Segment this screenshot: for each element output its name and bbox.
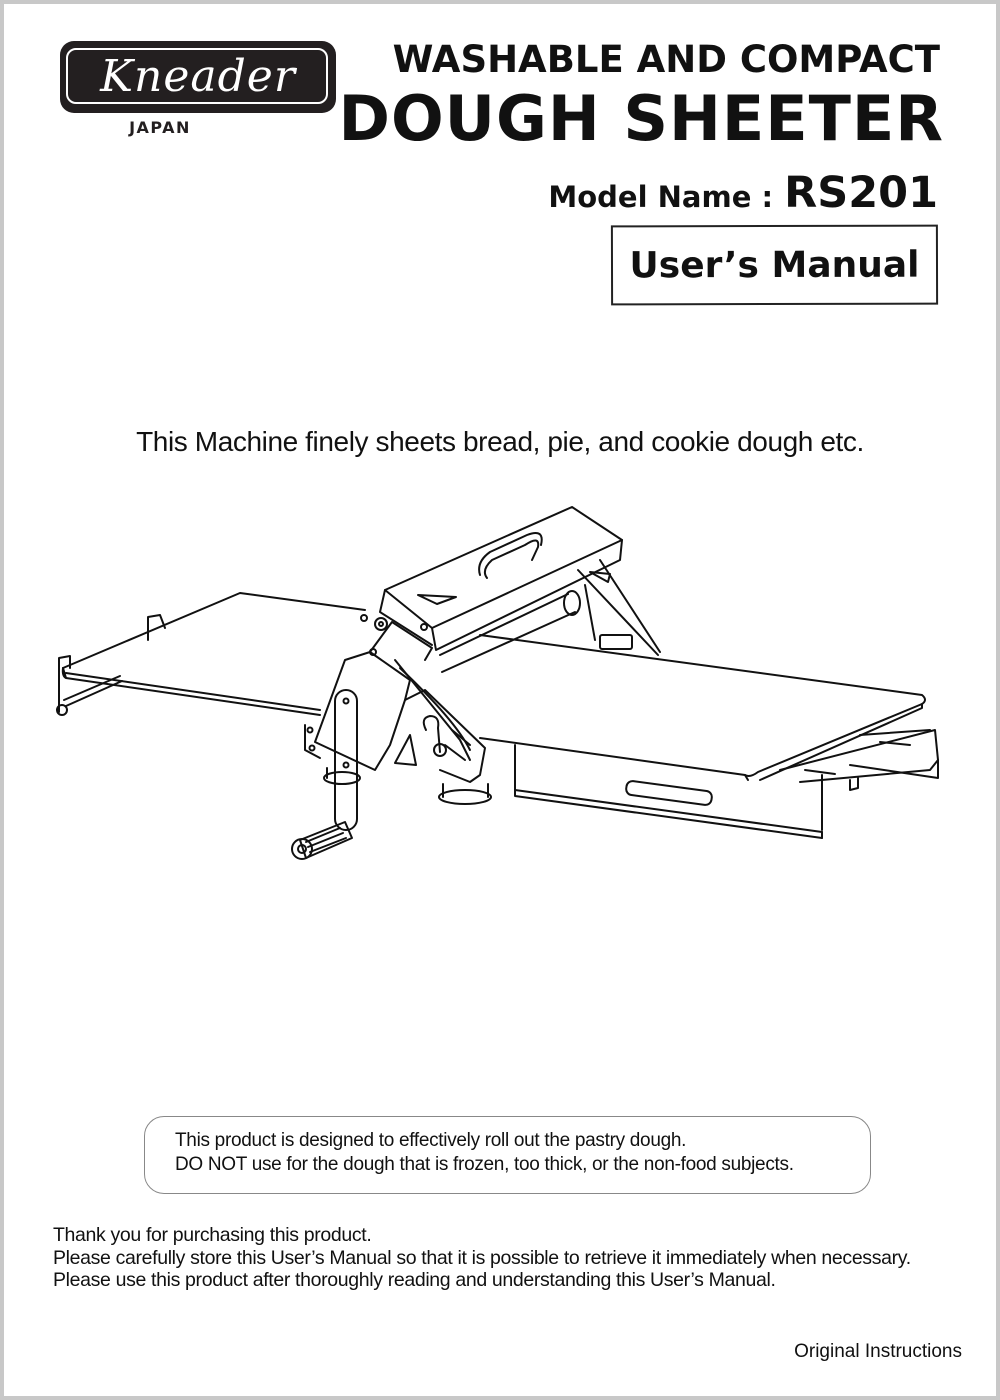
logo-country: JAPAN — [129, 118, 191, 137]
left-table-icon — [63, 593, 365, 715]
right-table-icon — [480, 635, 925, 780]
notice-line: This product is designed to effectively roll out the pastry dough. — [175, 1130, 687, 1151]
original-instructions-note: Original Instructions — [794, 1341, 962, 1362]
feet-icon — [324, 768, 491, 804]
intro-line: Thank you for purchasing this product. — [53, 1224, 372, 1246]
left-rail-icon — [57, 615, 165, 715]
model-name-row — [548, 168, 938, 218]
product-subtitle: WASHABLE AND COMPACT — [392, 38, 940, 81]
usage-notice — [144, 1116, 871, 1194]
document-type-label: User’s Manual — [629, 244, 920, 286]
model-label: Model Name : — [548, 180, 774, 214]
brand-logo — [60, 41, 336, 113]
model-value: RS201 — [784, 168, 938, 218]
intro-text — [53, 1224, 911, 1292]
product-title: DOUGH SHEETER — [338, 82, 944, 155]
document-type-box — [611, 225, 938, 306]
tagline: This Machine finely sheets bread, pie, and cookie dough etc. — [136, 426, 864, 457]
logo-wordmark: Kneader — [100, 51, 296, 102]
dough-sheeter-illustration — [50, 500, 950, 870]
notice-line: DO NOT use for the dough that is frozen, too thick, or the non-food subjects. — [175, 1154, 794, 1175]
intro-line: Please use this product after thoroughly reading and understanding this User’s Manual. — [53, 1269, 776, 1291]
intro-line: Please carefully store this User’s Manual so that it is possible to retrieve it immediately when necessary. — [53, 1246, 911, 1269]
scrap-tray-icon — [515, 745, 822, 838]
